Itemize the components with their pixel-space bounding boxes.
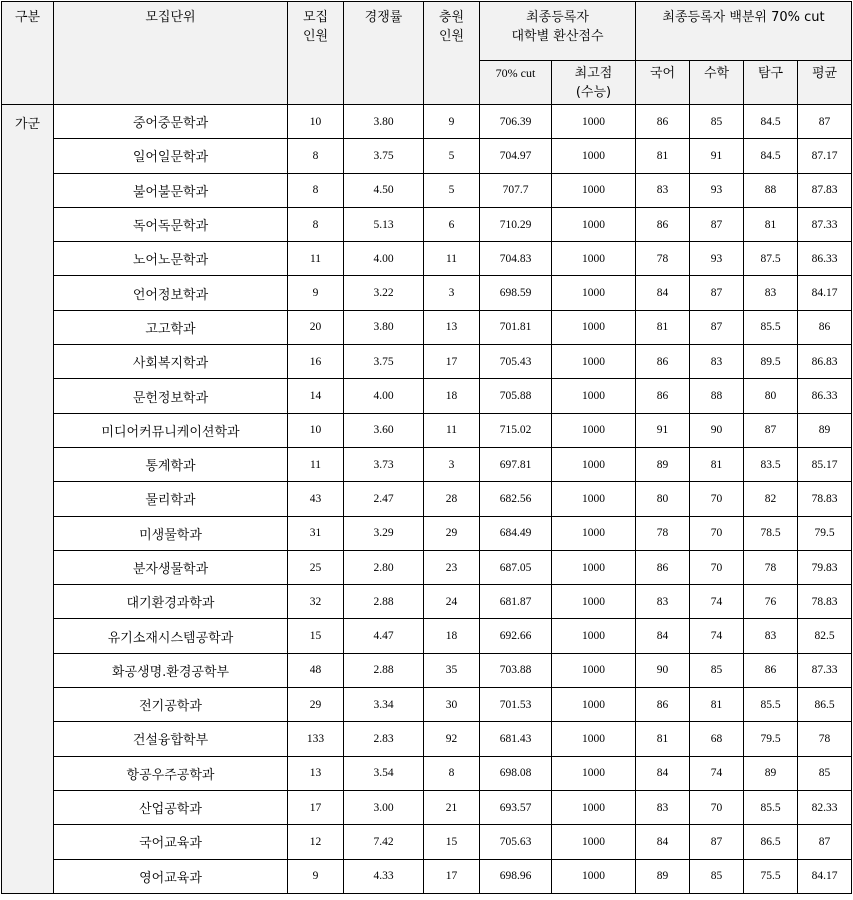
group-label: 가군: [2, 105, 54, 894]
cell-average: 87.83: [798, 173, 852, 207]
cell-department: 국어교육과: [54, 825, 288, 859]
header-extra: 충원 인원: [424, 2, 480, 105]
cell-quota: 10: [288, 413, 344, 447]
cell-competition-rate: 2.80: [344, 550, 424, 584]
cell-inquiry: 76: [744, 585, 798, 619]
cell-extra: 28: [424, 482, 480, 516]
cell-extra: 11: [424, 413, 480, 447]
cell-cut70: 698.08: [480, 756, 552, 790]
cell-inquiry: 87: [744, 413, 798, 447]
cell-department: 사회복지학과: [54, 345, 288, 379]
cell-extra: 30: [424, 688, 480, 722]
cell-competition-rate: 4.00: [344, 242, 424, 276]
cell-korean: 83: [636, 585, 690, 619]
cell-inquiry: 84.5: [744, 105, 798, 139]
cell-inquiry: 83: [744, 619, 798, 653]
header-final-score: 최종등록자 대학별 환산점수: [480, 2, 636, 61]
cell-department: 항공우주공학과: [54, 756, 288, 790]
cell-max-score: 1000: [552, 653, 636, 687]
cell-quota: 29: [288, 688, 344, 722]
cell-average: 87: [798, 825, 852, 859]
cell-inquiry: 79.5: [744, 722, 798, 756]
cell-math: 93: [690, 242, 744, 276]
cell-korean: 86: [636, 345, 690, 379]
cell-math: 90: [690, 413, 744, 447]
cell-average: 78.83: [798, 482, 852, 516]
cell-math: 88: [690, 379, 744, 413]
header-quota: 모집 인원: [288, 2, 344, 105]
cell-quota: 8: [288, 207, 344, 241]
cell-max-score: 1000: [552, 413, 636, 447]
cell-math: 81: [690, 447, 744, 481]
table-row: [2, 207, 852, 241]
cell-quota: 12: [288, 825, 344, 859]
admission-results-table: [1, 1, 852, 894]
cell-cut70: 710.29: [480, 207, 552, 241]
cell-quota: 31: [288, 516, 344, 550]
cell-competition-rate: 3.73: [344, 447, 424, 481]
cell-korean: 81: [636, 139, 690, 173]
cell-department: 건설융합학부: [54, 722, 288, 756]
cell-extra: 29: [424, 516, 480, 550]
cell-average: 84.17: [798, 859, 852, 893]
table-row: [2, 688, 852, 722]
cell-department: 유기소재시스템공학과: [54, 619, 288, 653]
cell-department: 문헌정보학과: [54, 379, 288, 413]
cell-quota: 48: [288, 653, 344, 687]
cell-korean: 84: [636, 756, 690, 790]
cell-quota: 32: [288, 585, 344, 619]
cell-average: 85: [798, 756, 852, 790]
cell-average: 87.33: [798, 653, 852, 687]
cell-average: 79.83: [798, 550, 852, 584]
cell-average: 87: [798, 105, 852, 139]
cell-extra: 18: [424, 379, 480, 413]
cell-math: 74: [690, 585, 744, 619]
cell-quota: 10: [288, 105, 344, 139]
cell-competition-rate: 4.47: [344, 619, 424, 653]
table-row: [2, 653, 852, 687]
cell-department: 독어독문학과: [54, 207, 288, 241]
header-inquiry: 탐구: [744, 61, 798, 105]
cell-korean: 83: [636, 173, 690, 207]
cell-competition-rate: 3.54: [344, 756, 424, 790]
cell-average: 79.5: [798, 516, 852, 550]
cell-korean: 86: [636, 550, 690, 584]
cell-inquiry: 89: [744, 756, 798, 790]
cell-inquiry: 75.5: [744, 859, 798, 893]
cell-competition-rate: 2.47: [344, 482, 424, 516]
table-row: [2, 825, 852, 859]
cell-cut70: 705.88: [480, 379, 552, 413]
cell-cut70: 697.81: [480, 447, 552, 481]
cell-math: 68: [690, 722, 744, 756]
cell-cut70: 705.43: [480, 345, 552, 379]
cell-korean: 90: [636, 653, 690, 687]
cell-math: 93: [690, 173, 744, 207]
cell-max-score: 1000: [552, 859, 636, 893]
table-body: [2, 105, 852, 894]
cell-average: 82.5: [798, 619, 852, 653]
table-row: [2, 756, 852, 790]
cell-max-score: 1000: [552, 447, 636, 481]
cell-math: 87: [690, 825, 744, 859]
cell-quota: 14: [288, 379, 344, 413]
table-row: [2, 105, 852, 139]
cell-math: 85: [690, 859, 744, 893]
cell-max-score: 1000: [552, 722, 636, 756]
cell-department: 통계학과: [54, 447, 288, 481]
cell-cut70: 707.7: [480, 173, 552, 207]
table-header: [2, 2, 852, 105]
cell-average: 87.33: [798, 207, 852, 241]
cell-cut70: 681.43: [480, 722, 552, 756]
header-cut70: 70% cut: [480, 61, 552, 105]
cell-extra: 9: [424, 105, 480, 139]
cell-quota: 25: [288, 550, 344, 584]
cell-cut70: 682.56: [480, 482, 552, 516]
cell-department: 화공생명.환경공학부: [54, 653, 288, 687]
table-row: [2, 139, 852, 173]
cell-quota: 16: [288, 345, 344, 379]
cell-max-score: 1000: [552, 619, 636, 653]
cell-extra: 8: [424, 756, 480, 790]
cell-department: 산업공학과: [54, 790, 288, 824]
table-row: [2, 447, 852, 481]
cell-max-score: 1000: [552, 825, 636, 859]
cell-cut70: 693.57: [480, 790, 552, 824]
cell-department: 일어일문학과: [54, 139, 288, 173]
cell-quota: 43: [288, 482, 344, 516]
cell-max-score: 1000: [552, 585, 636, 619]
table-row: [2, 242, 852, 276]
cell-math: 74: [690, 619, 744, 653]
cell-competition-rate: 3.00: [344, 790, 424, 824]
cell-extra: 5: [424, 139, 480, 173]
table-row: [2, 722, 852, 756]
cell-department: 분자생물학과: [54, 550, 288, 584]
cell-max-score: 1000: [552, 550, 636, 584]
cell-max-score: 1000: [552, 242, 636, 276]
cell-average: 86.83: [798, 345, 852, 379]
cell-competition-rate: 3.34: [344, 688, 424, 722]
cell-average: 85.17: [798, 447, 852, 481]
header-max-score: 최고점 (수능): [552, 61, 636, 105]
cell-cut70: 698.59: [480, 276, 552, 310]
cell-korean: 80: [636, 482, 690, 516]
cell-korean: 86: [636, 379, 690, 413]
table-row: [2, 482, 852, 516]
cell-average: 78: [798, 722, 852, 756]
cell-extra: 18: [424, 619, 480, 653]
cell-korean: 86: [636, 688, 690, 722]
cell-inquiry: 78: [744, 550, 798, 584]
cell-average: 87.17: [798, 139, 852, 173]
cell-inquiry: 87.5: [744, 242, 798, 276]
cell-extra: 17: [424, 345, 480, 379]
cell-competition-rate: 5.13: [344, 207, 424, 241]
cell-cut70: 715.02: [480, 413, 552, 447]
cell-cut70: 703.88: [480, 653, 552, 687]
cell-competition-rate: 3.80: [344, 105, 424, 139]
cell-math: 91: [690, 139, 744, 173]
cell-max-score: 1000: [552, 173, 636, 207]
cell-department: 대기환경과학과: [54, 585, 288, 619]
cell-department: 노어노문학과: [54, 242, 288, 276]
cell-korean: 78: [636, 516, 690, 550]
cell-cut70: 704.83: [480, 242, 552, 276]
cell-competition-rate: 4.50: [344, 173, 424, 207]
cell-korean: 84: [636, 619, 690, 653]
cell-math: 83: [690, 345, 744, 379]
cell-math: 70: [690, 516, 744, 550]
cell-cut70: 684.49: [480, 516, 552, 550]
cell-max-score: 1000: [552, 790, 636, 824]
cell-inquiry: 83.5: [744, 447, 798, 481]
cell-extra: 17: [424, 859, 480, 893]
cell-average: 84.17: [798, 276, 852, 310]
cell-inquiry: 89.5: [744, 345, 798, 379]
cell-korean: 83: [636, 790, 690, 824]
cell-extra: 5: [424, 173, 480, 207]
table-row: [2, 276, 852, 310]
cell-cut70: 706.39: [480, 105, 552, 139]
cell-korean: 91: [636, 413, 690, 447]
cell-competition-rate: 2.83: [344, 722, 424, 756]
table-row: [2, 413, 852, 447]
cell-average: 86: [798, 310, 852, 344]
cell-inquiry: 83: [744, 276, 798, 310]
header-competition: 경쟁률: [344, 2, 424, 105]
cell-math: 74: [690, 756, 744, 790]
cell-inquiry: 88: [744, 173, 798, 207]
table-row: [2, 310, 852, 344]
cell-max-score: 1000: [552, 756, 636, 790]
cell-korean: 86: [636, 207, 690, 241]
cell-department: 고고학과: [54, 310, 288, 344]
cell-korean: 81: [636, 310, 690, 344]
cell-math: 87: [690, 276, 744, 310]
cell-extra: 35: [424, 653, 480, 687]
cell-cut70: 704.97: [480, 139, 552, 173]
cell-quota: 20: [288, 310, 344, 344]
cell-quota: 17: [288, 790, 344, 824]
cell-department: 미생물학과: [54, 516, 288, 550]
cell-math: 87: [690, 207, 744, 241]
cell-extra: 11: [424, 242, 480, 276]
header-unit: 모집단위: [54, 2, 288, 105]
cell-extra: 15: [424, 825, 480, 859]
cell-quota: 11: [288, 242, 344, 276]
cell-cut70: 687.05: [480, 550, 552, 584]
cell-department: 중어중문학과: [54, 105, 288, 139]
cell-extra: 21: [424, 790, 480, 824]
table-row: [2, 585, 852, 619]
cell-competition-rate: 3.75: [344, 345, 424, 379]
cell-department: 언어정보학과: [54, 276, 288, 310]
cell-cut70: 701.81: [480, 310, 552, 344]
header-final-percentile: 최종등록자 백분위 70% cut: [636, 2, 852, 61]
cell-inquiry: 81: [744, 207, 798, 241]
cell-extra: 92: [424, 722, 480, 756]
cell-department: 불어불문학과: [54, 173, 288, 207]
cell-inquiry: 82: [744, 482, 798, 516]
cell-math: 70: [690, 550, 744, 584]
header-average: 평균: [798, 61, 852, 105]
header-category: 구분: [2, 2, 54, 105]
cell-math: 81: [690, 688, 744, 722]
cell-inquiry: 80: [744, 379, 798, 413]
cell-quota: 8: [288, 139, 344, 173]
cell-competition-rate: 3.80: [344, 310, 424, 344]
cell-inquiry: 86.5: [744, 825, 798, 859]
cell-inquiry: 85.5: [744, 790, 798, 824]
cell-extra: 6: [424, 207, 480, 241]
cell-korean: 84: [636, 825, 690, 859]
cell-average: 86.33: [798, 379, 852, 413]
cell-math: 70: [690, 482, 744, 516]
cell-max-score: 1000: [552, 310, 636, 344]
table-row: [2, 619, 852, 653]
cell-quota: 8: [288, 173, 344, 207]
cell-quota: 11: [288, 447, 344, 481]
cell-quota: 13: [288, 756, 344, 790]
header-math: 수학: [690, 61, 744, 105]
cell-department: 물리학과: [54, 482, 288, 516]
cell-average: 89: [798, 413, 852, 447]
cell-math: 70: [690, 790, 744, 824]
cell-average: 86.33: [798, 242, 852, 276]
cell-competition-rate: 3.29: [344, 516, 424, 550]
cell-average: 82.33: [798, 790, 852, 824]
table-row: [2, 345, 852, 379]
cell-cut70: 701.53: [480, 688, 552, 722]
cell-cut70: 692.66: [480, 619, 552, 653]
header-korean: 국어: [636, 61, 690, 105]
cell-average: 78.83: [798, 585, 852, 619]
cell-inquiry: 85.5: [744, 310, 798, 344]
cell-department: 미디어커뮤니케이션학과: [54, 413, 288, 447]
cell-max-score: 1000: [552, 516, 636, 550]
cell-quota: 15: [288, 619, 344, 653]
cell-department: 영어교육과: [54, 859, 288, 893]
cell-cut70: 681.87: [480, 585, 552, 619]
cell-competition-rate: 7.42: [344, 825, 424, 859]
table-row: [2, 516, 852, 550]
cell-math: 85: [690, 105, 744, 139]
cell-competition-rate: 2.88: [344, 585, 424, 619]
cell-inquiry: 84.5: [744, 139, 798, 173]
cell-inquiry: 78.5: [744, 516, 798, 550]
cell-cut70: 698.96: [480, 859, 552, 893]
table-row: [2, 173, 852, 207]
cell-max-score: 1000: [552, 276, 636, 310]
cell-competition-rate: 2.88: [344, 653, 424, 687]
cell-competition-rate: 4.33: [344, 859, 424, 893]
cell-competition-rate: 3.75: [344, 139, 424, 173]
cell-math: 87: [690, 310, 744, 344]
cell-extra: 24: [424, 585, 480, 619]
cell-korean: 78: [636, 242, 690, 276]
cell-extra: 13: [424, 310, 480, 344]
cell-average: 86.5: [798, 688, 852, 722]
cell-max-score: 1000: [552, 379, 636, 413]
cell-competition-rate: 3.22: [344, 276, 424, 310]
cell-quota: 9: [288, 276, 344, 310]
cell-korean: 86: [636, 105, 690, 139]
cell-quota: 133: [288, 722, 344, 756]
table-row: [2, 550, 852, 584]
cell-competition-rate: 3.60: [344, 413, 424, 447]
cell-extra: 3: [424, 447, 480, 481]
cell-department: 전기공학과: [54, 688, 288, 722]
cell-extra: 3: [424, 276, 480, 310]
cell-max-score: 1000: [552, 688, 636, 722]
table-row: [2, 790, 852, 824]
table-row: [2, 859, 852, 893]
cell-korean: 81: [636, 722, 690, 756]
cell-inquiry: 85.5: [744, 688, 798, 722]
cell-max-score: 1000: [552, 345, 636, 379]
cell-extra: 23: [424, 550, 480, 584]
cell-quota: 9: [288, 859, 344, 893]
table-row: [2, 379, 852, 413]
cell-inquiry: 86: [744, 653, 798, 687]
cell-cut70: 705.63: [480, 825, 552, 859]
cell-max-score: 1000: [552, 105, 636, 139]
cell-korean: 84: [636, 276, 690, 310]
cell-korean: 89: [636, 859, 690, 893]
cell-competition-rate: 4.00: [344, 379, 424, 413]
cell-korean: 89: [636, 447, 690, 481]
cell-max-score: 1000: [552, 482, 636, 516]
cell-max-score: 1000: [552, 207, 636, 241]
cell-math: 85: [690, 653, 744, 687]
cell-max-score: 1000: [552, 139, 636, 173]
